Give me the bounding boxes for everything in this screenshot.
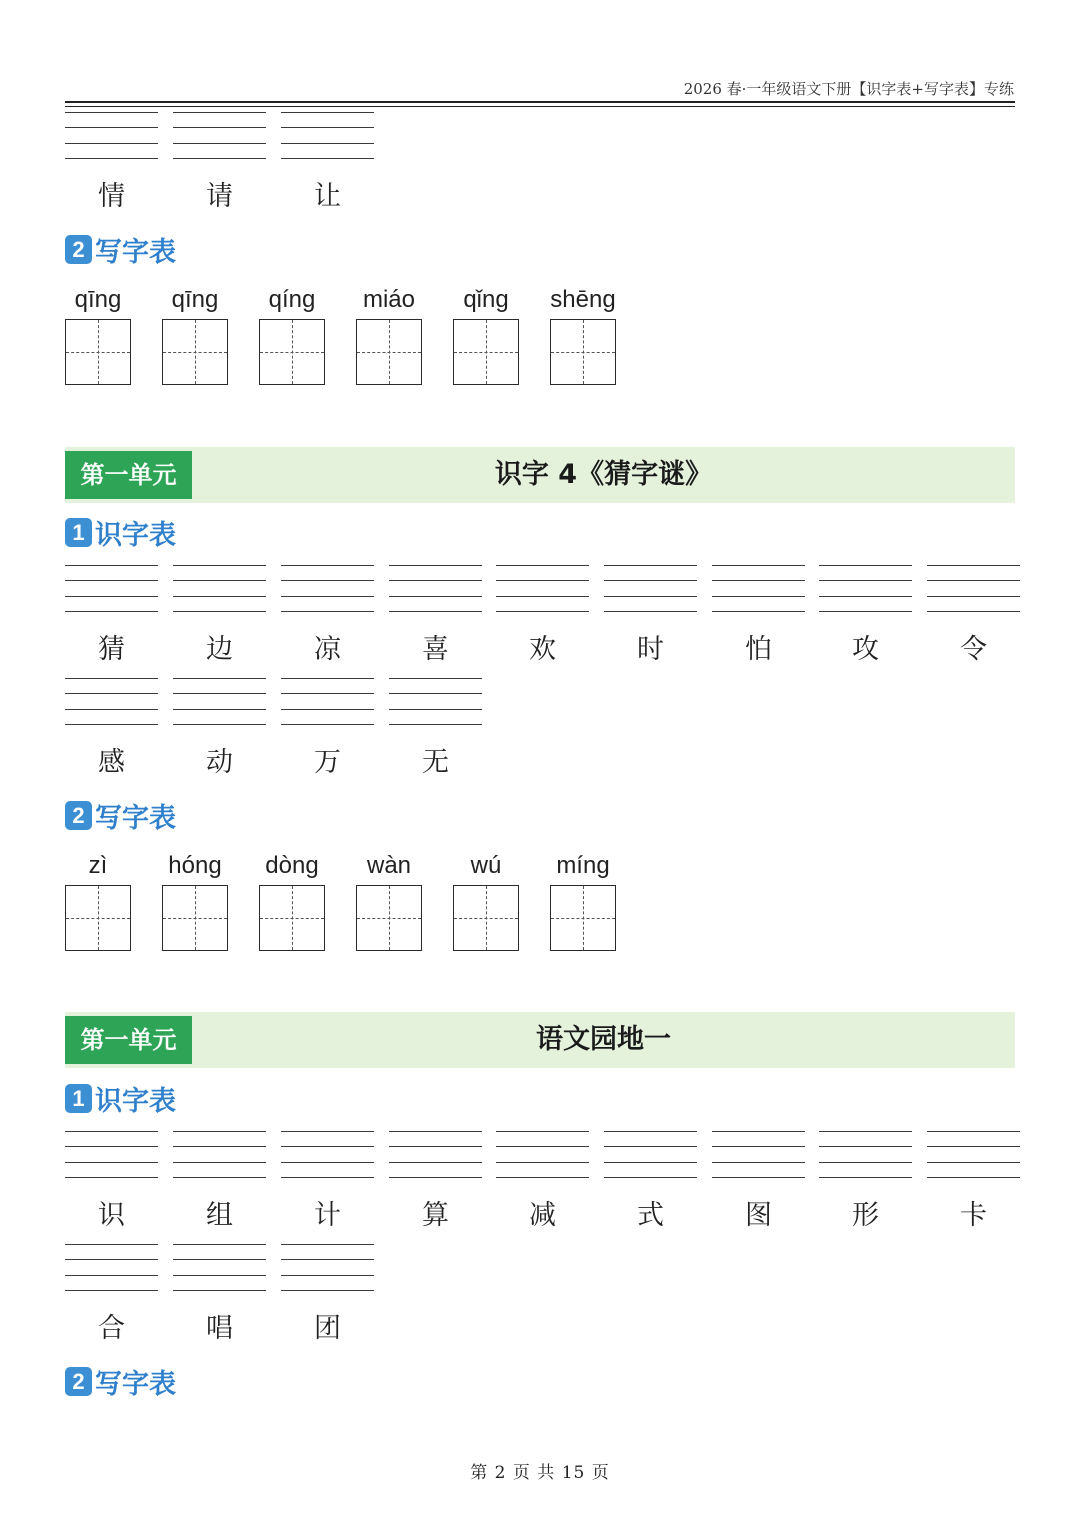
lesson-title: 识字 4《猜字谜》	[494, 459, 713, 490]
pinyin-writing-lines	[819, 1131, 912, 1179]
unit-banner	[65, 1012, 1015, 1068]
pinyin-label: qīng	[171, 286, 219, 313]
section-number-badge: 2	[65, 1367, 92, 1396]
write-section-label	[65, 232, 176, 266]
tianzige-writing-box[interactable]	[162, 885, 228, 951]
hanzi-character: 情	[98, 181, 125, 212]
hanzi-character: 唱	[206, 1313, 233, 1344]
tianzige-writing-box[interactable]	[356, 319, 422, 385]
hanzi-character: 形	[852, 1200, 879, 1231]
pinyin-writing-lines	[389, 1131, 482, 1179]
page-footer: 第 2 页 共 15 页	[470, 1463, 610, 1483]
pinyin-writing-lines	[712, 565, 805, 613]
section-title: 写字表	[95, 236, 176, 268]
pinyin-label: qīng	[74, 286, 122, 313]
pinyin-writing-lines	[927, 565, 1020, 613]
tianzige-writing-box[interactable]	[356, 885, 422, 951]
tianzige-writing-box[interactable]	[259, 885, 325, 951]
section-title: 写字表	[95, 1368, 176, 1400]
hanzi-character: 识	[98, 1200, 125, 1231]
pinyin-label: wú	[470, 852, 502, 879]
page-header-title: 2026 春·一年级语文下册【识字表+写字表】专练	[683, 80, 1014, 98]
hanzi-character: 式	[637, 1200, 664, 1231]
pinyin-writing-lines	[604, 1131, 697, 1179]
hanzi-character: 组	[206, 1200, 233, 1231]
header-divider-thin	[65, 106, 1015, 107]
hanzi-character: 算	[422, 1200, 449, 1231]
pinyin-label: wàn	[366, 852, 412, 879]
hanzi-character: 团	[314, 1313, 341, 1344]
write-section-label	[65, 798, 176, 832]
pinyin-writing-lines	[173, 1244, 266, 1292]
hanzi-character: 减	[529, 1200, 556, 1231]
write-section-label	[65, 1364, 176, 1398]
pinyin-writing-lines	[496, 1131, 589, 1179]
pinyin-writing-lines	[65, 678, 158, 726]
pinyin-writing-lines	[173, 565, 266, 613]
hanzi-character: 令	[960, 634, 987, 665]
header-divider	[65, 101, 1015, 103]
pinyin-writing-lines	[496, 565, 589, 613]
recognition-section-label	[65, 515, 176, 549]
pinyin-writing-lines	[389, 565, 482, 613]
hanzi-character: 图	[745, 1200, 772, 1231]
hanzi-character: 欢	[529, 634, 556, 665]
tianzige-writing-box[interactable]	[65, 319, 131, 385]
hanzi-character: 合	[98, 1313, 125, 1344]
pinyin-writing-lines	[389, 678, 482, 726]
pinyin-writing-lines	[173, 1131, 266, 1179]
tianzige-writing-box[interactable]	[65, 885, 131, 951]
pinyin-writing-lines	[173, 112, 266, 160]
pinyin-writing-lines	[281, 1244, 374, 1292]
pinyin-label: míng	[556, 852, 610, 879]
pinyin-writing-lines	[65, 1244, 158, 1292]
hanzi-character: 让	[314, 181, 341, 212]
pinyin-writing-lines	[281, 1131, 374, 1179]
lesson-title: 语文园地一	[536, 1024, 671, 1055]
section-title: 识字表	[95, 1085, 176, 1117]
section-title: 识字表	[95, 519, 176, 551]
hanzi-character: 感	[98, 747, 125, 778]
section-number-badge: 2	[65, 235, 92, 264]
pinyin-label: zì	[88, 852, 108, 879]
pinyin-writing-lines	[604, 565, 697, 613]
hanzi-character: 喜	[422, 634, 449, 665]
pinyin-label: dòng	[265, 852, 319, 879]
hanzi-character: 卡	[960, 1200, 987, 1231]
pinyin-writing-lines	[173, 678, 266, 726]
tianzige-writing-box[interactable]	[453, 885, 519, 951]
pinyin-label: shēng	[550, 286, 616, 313]
hanzi-character: 请	[206, 181, 233, 212]
hanzi-character: 攻	[852, 634, 879, 665]
hanzi-character: 猜	[98, 634, 125, 665]
pinyin-writing-lines	[65, 565, 158, 613]
pinyin-writing-lines	[281, 565, 374, 613]
section-number-badge: 1	[65, 518, 92, 547]
pinyin-writing-lines	[65, 112, 158, 160]
unit-tag: 第一单元	[65, 451, 192, 499]
section-title: 写字表	[95, 802, 176, 834]
pinyin-writing-lines	[927, 1131, 1020, 1179]
pinyin-writing-lines	[65, 1131, 158, 1179]
tianzige-writing-box[interactable]	[259, 319, 325, 385]
recognition-section-label	[65, 1081, 176, 1115]
pinyin-label: qǐng	[463, 286, 509, 313]
pinyin-label: qíng	[268, 286, 316, 313]
pinyin-label: miáo	[362, 286, 416, 313]
hanzi-character: 时	[637, 634, 664, 665]
hanzi-character: 动	[206, 747, 233, 778]
hanzi-character: 无	[422, 747, 449, 778]
tianzige-writing-box[interactable]	[453, 319, 519, 385]
pinyin-writing-lines	[712, 1131, 805, 1179]
pinyin-label: hóng	[168, 852, 222, 879]
tianzige-writing-box[interactable]	[162, 319, 228, 385]
unit-banner	[65, 447, 1015, 503]
unit-tag: 第一单元	[65, 1016, 192, 1064]
tianzige-writing-box[interactable]	[550, 885, 616, 951]
hanzi-character: 怕	[745, 634, 772, 665]
hanzi-character: 计	[314, 1200, 341, 1231]
pinyin-writing-lines	[281, 678, 374, 726]
hanzi-character: 凉	[314, 634, 341, 665]
section-number-badge: 1	[65, 1084, 92, 1113]
hanzi-character: 边	[206, 634, 233, 665]
pinyin-writing-lines	[819, 565, 912, 613]
hanzi-character: 万	[314, 747, 341, 778]
section-number-badge: 2	[65, 801, 92, 830]
pinyin-writing-lines	[281, 112, 374, 160]
tianzige-writing-box[interactable]	[550, 319, 616, 385]
